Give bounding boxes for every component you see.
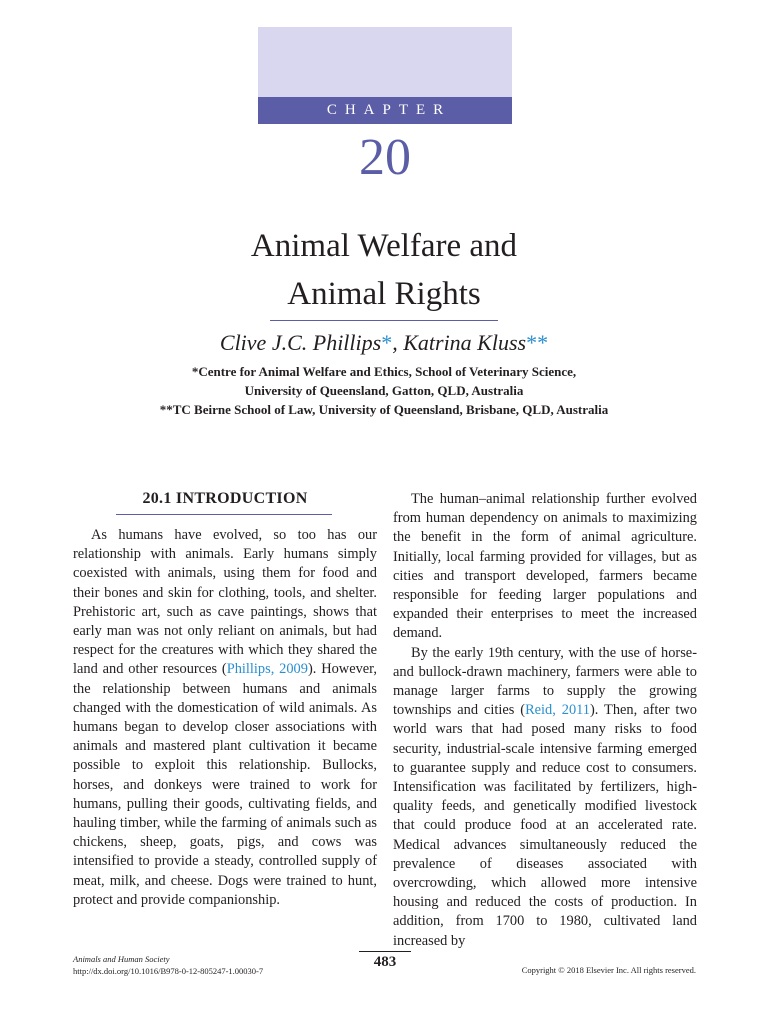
author-2: Katrina Kluss (403, 330, 527, 355)
paragraph-1 (73, 526, 377, 910)
affiliations (0, 362, 768, 419)
citation-reid-2011[interactable]: Reid, 2011 (525, 702, 591, 719)
section-rule (116, 514, 332, 515)
journal-title: Animals and Human Society (73, 954, 170, 964)
copyright-notice: Copyright © 2018 Elsevier Inc. All rights reserved. (521, 965, 696, 975)
chapter-title (0, 222, 768, 318)
body-column-left (73, 526, 377, 910)
author-separator: , (392, 330, 404, 355)
author-1-mark[interactable]: * (381, 330, 393, 355)
affiliation-line-1: *Centre for Animal Welfare and Ethics, School of Veterinary Science, (191, 364, 577, 379)
author-1: Clive J.C. Phillips (219, 330, 382, 355)
paragraph-2: The human–animal relationship further evolved from human dependency on animals to maximizing the benefit in the form of animal agriculture. Initially, local farming provided for villages, but as cities and transport developed, farmers became responsible for feeding larger populations and expanded their enterprises to meet the increased demand. (393, 491, 697, 642)
chapter-label: CHAPTER (258, 97, 512, 124)
citation-phillips-2009[interactable]: Phillips, 2009 (226, 661, 308, 678)
title-rule (270, 320, 498, 321)
author-2-mark[interactable]: ** (526, 330, 549, 355)
affiliation-line-3: **TC Beirne School of Law, University of Queensland, Brisbane, QLD, Australia (159, 402, 609, 417)
body-column-right (393, 490, 697, 951)
paragraph-1-text-b: ). However, the relationship between humans and animals changed with the domestication of wild animals. As humans began to develop closer associations with animals and mastered plant cultivation it became possible to exploit this relationship. Bullocks, horses, and donkeys were trained to work for humans, pulling their goods, cultivating fields, and hauling timber, while the farming of animals such as chickens, sheep, goats, pigs, and cows was intensified to provide a steady, controlled supply of meat, milk, and cheese. Dogs were trained to hunt, protect and provide companionship. (73, 661, 377, 908)
paragraph-3 (393, 644, 697, 951)
chapter-title-line-1: Animal Welfare and (250, 228, 518, 264)
affiliation-line-2: University of Queensland, Gatton, QLD, Australia (244, 383, 524, 398)
section-heading: 20.1 INTRODUCTION (142, 490, 308, 507)
paragraph-1-text-a: As humans have evolved, so too has our relationship with animals. Early humans simply coexisted with animals, using them for food and their bones and skin for clothing, tools, and shelter. Prehistoric art, such as cave paintings, shows that early man was not only reliant on animals, but had respect for the creatures with which they shared the land and other resources ( (73, 527, 377, 678)
page-number: 483 (373, 954, 397, 970)
paragraph-3-text-b: ). Then, after two world wars that had posed many risks to food security, industrial-scale intensive farming emerged to guarantee supply and reduce cost to consumers. Intensification was facilitated by fertilizers, high-quality feeds, and genetically modified livestock that could produce food at an accelerated rate. Medical advances simultaneously reduced the prevalence of diseases associated with overcrowding, which allowed more intensive housing and reduced the costs of production. In addition, from 1700 to 1980, cultivated land increased by (393, 702, 697, 949)
paragraph-3-text-a: By the early 19th century, with the use of horse- and bullock-drawn machinery, farmers were able to manage larger farms to supply the growing townships and cities ( (393, 644, 697, 719)
chapter-title-line-2: Animal Rights (287, 276, 481, 312)
doi-link[interactable]: http://dx.doi.org/10.1016/B978-0-12-805247-1.00030-7 (73, 966, 264, 976)
page-number-rule (359, 951, 411, 952)
footer-left (73, 953, 263, 977)
authors (0, 328, 768, 358)
chapter-number: 20 (359, 129, 411, 186)
